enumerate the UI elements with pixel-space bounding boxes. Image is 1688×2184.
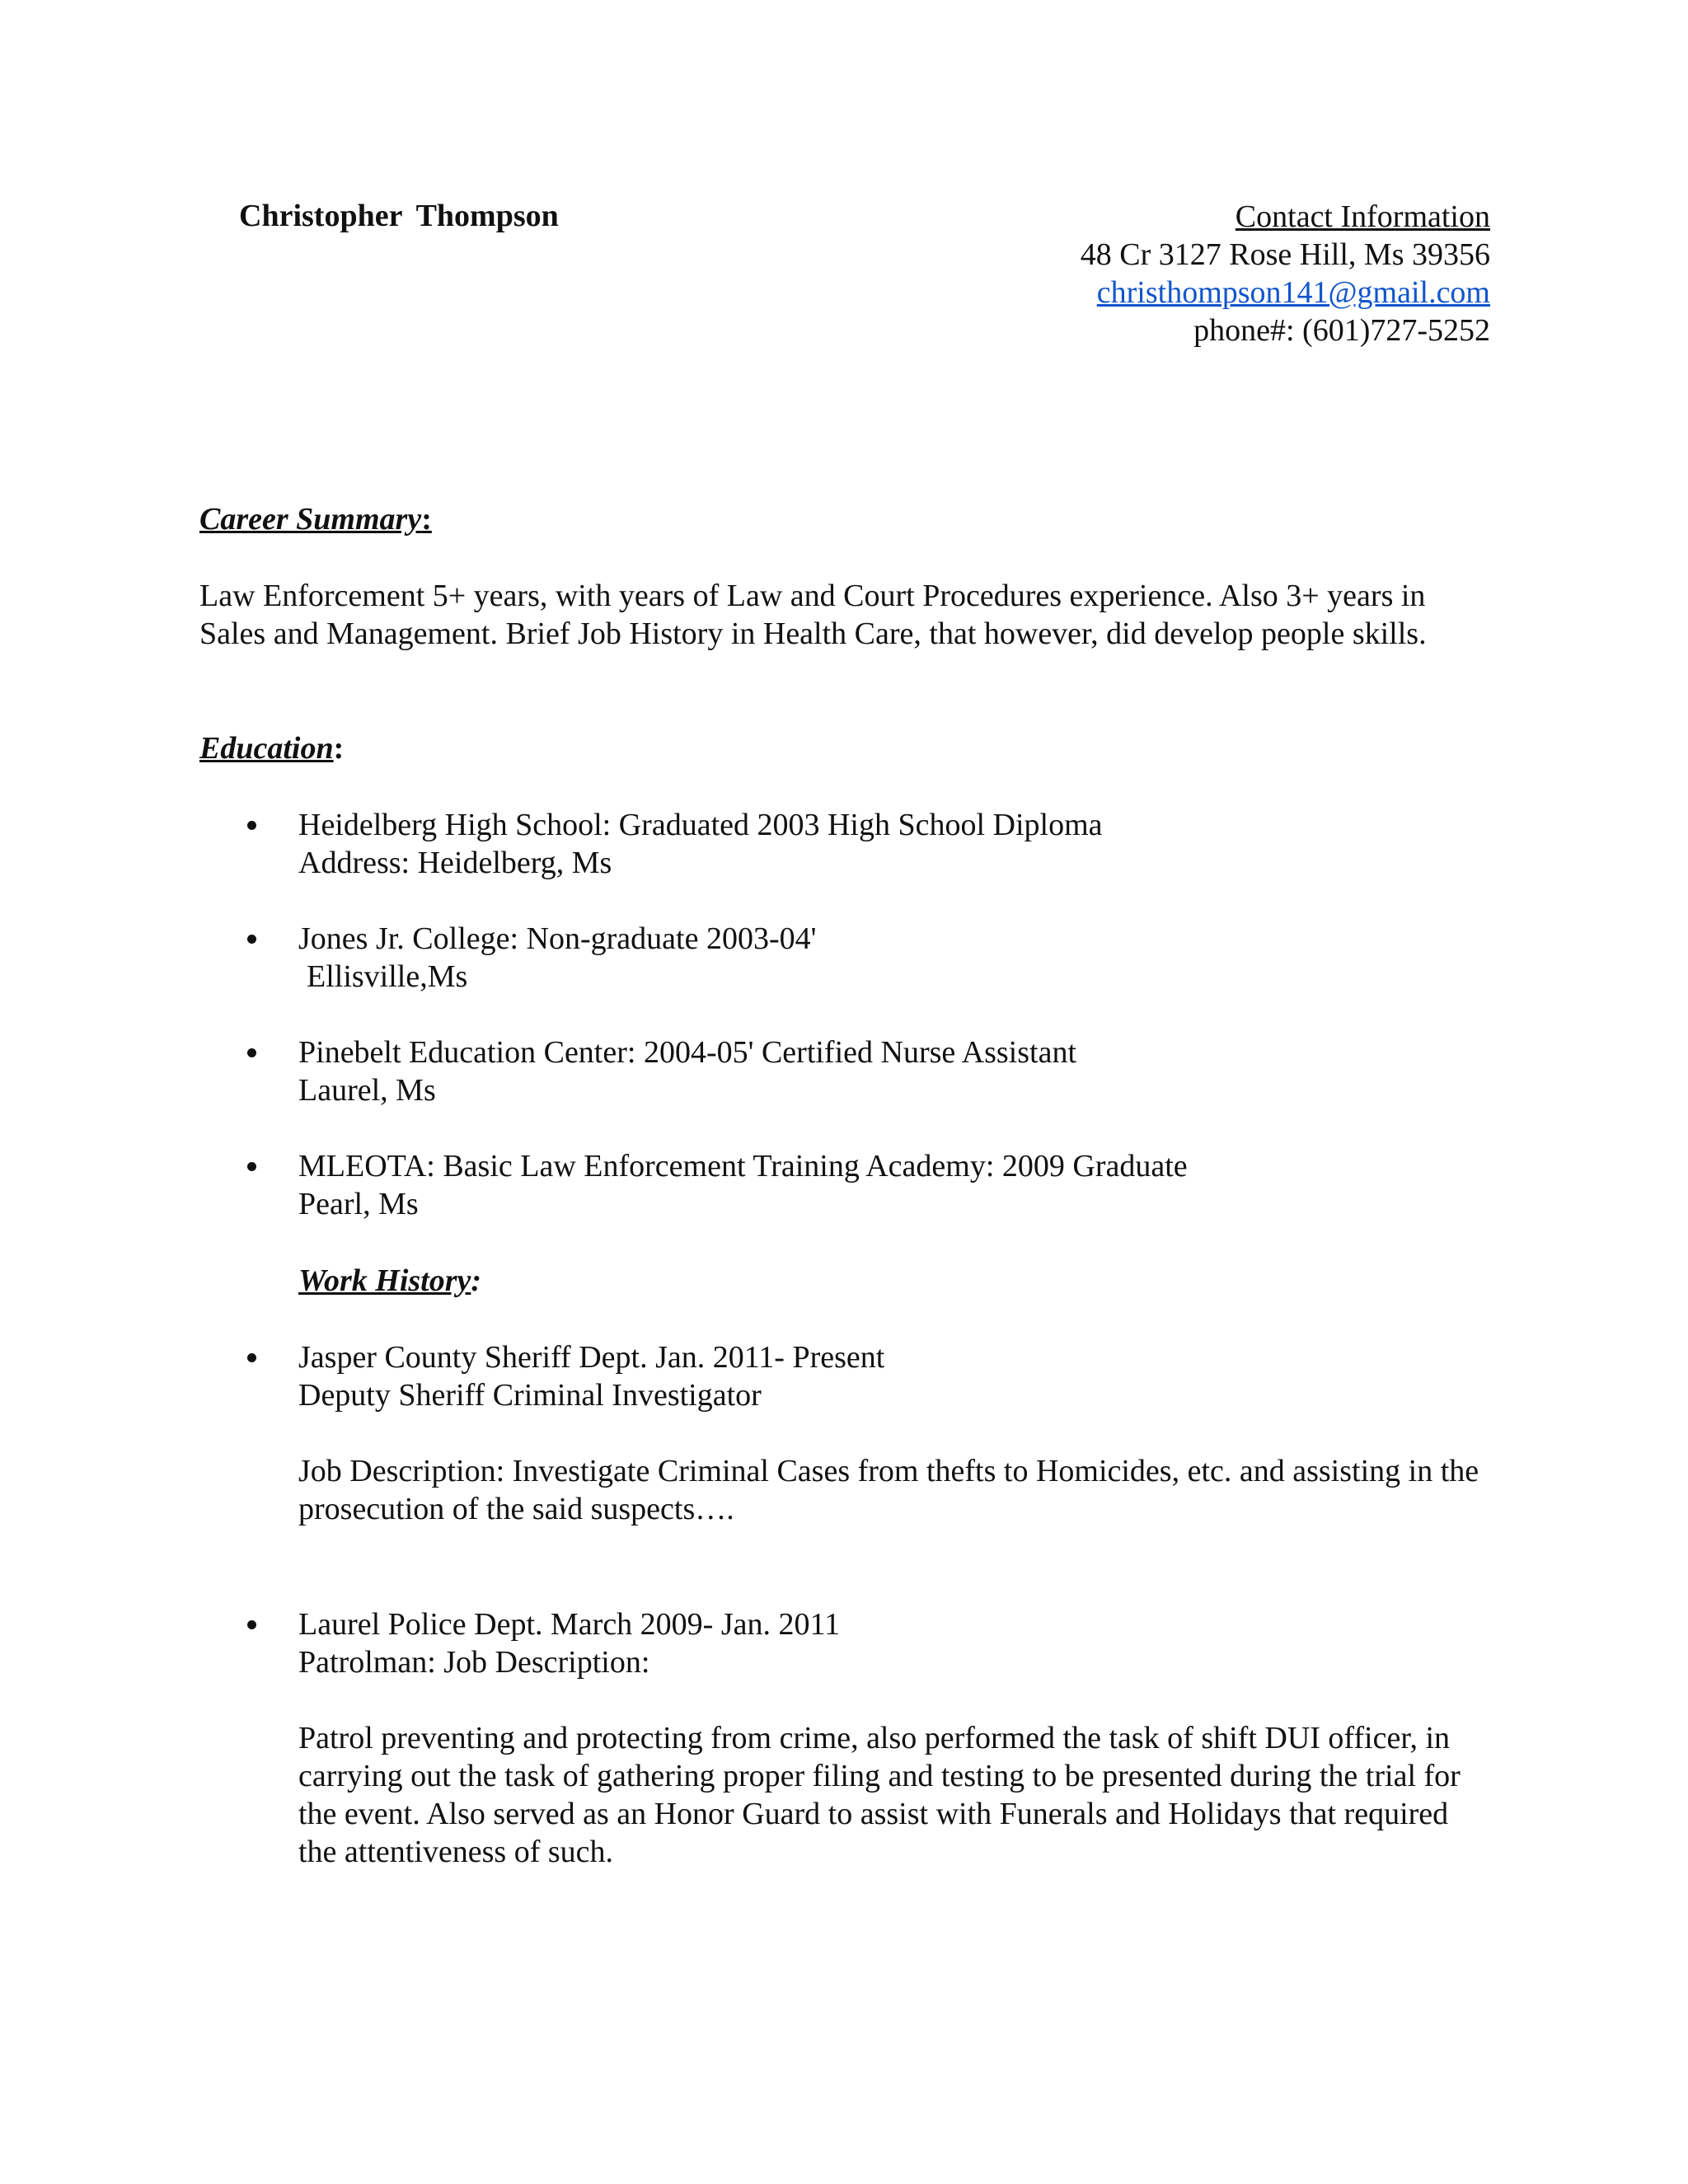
bullet-icon bbox=[247, 1353, 256, 1362]
contact-phone: phone#: (601)727-5252 bbox=[1193, 313, 1490, 348]
contact-email-link[interactable]: christhompson141@gmail.com bbox=[1096, 275, 1490, 310]
work-history-item bbox=[247, 1605, 1518, 1681]
education-item bbox=[247, 1147, 1518, 1223]
education-colon: : bbox=[333, 731, 345, 766]
education-item-title: Jones Jr. College: Non-graduate 2003-04' bbox=[298, 921, 817, 956]
bullet-icon bbox=[247, 1162, 256, 1171]
education-item-location: Laurel, Ms bbox=[298, 1073, 436, 1108]
candidate-name: Christopher Thompson bbox=[239, 199, 559, 233]
job-title: Patrolman: Job Description: bbox=[298, 1645, 650, 1680]
work-history-item bbox=[247, 1338, 1518, 1414]
education-title: Education bbox=[199, 731, 334, 766]
career-summary-text: Law Enforcement 5+ years, with years of Law and Court Procedures experience. Also 3+ years in Sales and Management. Brief Job History in Health Care, that however, did develop people skills. bbox=[199, 579, 1427, 651]
education-item-title: MLEOTA: Basic Law Enforcement Training Academy: 2009 Graduate bbox=[298, 1149, 1188, 1183]
education-item-title: Heidelberg High School: Graduated 2003 High School Diploma bbox=[298, 808, 1103, 842]
education-heading bbox=[199, 730, 344, 766]
job-title: Deputy Sheriff Criminal Investigator bbox=[298, 1378, 762, 1413]
career-summary-title: Career Summary bbox=[199, 502, 422, 537]
job-employer: Jasper County Sheriff Dept. Jan. 2011- Present bbox=[298, 1340, 885, 1375]
job-employer: Laurel Police Dept. March 2009- Jan. 2011 bbox=[298, 1607, 841, 1642]
contact-heading: Contact Information bbox=[1235, 199, 1490, 234]
education-item-location: Address: Heidelberg, Ms bbox=[298, 846, 612, 880]
work-history-title: Work History bbox=[298, 1263, 471, 1298]
career-summary-heading bbox=[199, 501, 432, 537]
job-description: Job Description: Investigate Criminal Cases from thefts to Homicides, etc. and assisting in the prosecution of the said suspects…. bbox=[298, 1454, 1479, 1526]
education-item bbox=[247, 806, 1518, 882]
bullet-icon bbox=[247, 935, 256, 944]
contact-address: 48 Cr 3127 Rose Hill, Ms 39356 bbox=[1080, 237, 1490, 272]
work-history-colon: : bbox=[471, 1263, 482, 1298]
contact-block bbox=[1081, 198, 1490, 349]
education-item bbox=[247, 920, 1518, 996]
career-summary-colon: : bbox=[421, 502, 432, 537]
education-item-title: Pinebelt Education Center: 2004-05' Certified Nurse Assistant bbox=[298, 1035, 1077, 1070]
bullet-icon bbox=[247, 821, 256, 830]
work-history-heading bbox=[298, 1263, 481, 1299]
job-description: Patrol preventing and protecting from crime, also performed the task of shift DUI officer, in carrying out the task of gathering proper filing and testing to be presented during the trial for the event. Also served as an Honor Guard to assist with Funerals and Holidays that required the attentiveness of such. bbox=[298, 1721, 1461, 1869]
education-item-location: Ellisville,Ms bbox=[307, 959, 468, 994]
bullet-icon bbox=[247, 1048, 256, 1057]
education-item bbox=[247, 1033, 1518, 1109]
education-item-location: Pearl, Ms bbox=[298, 1187, 419, 1221]
bullet-icon bbox=[247, 1620, 256, 1629]
